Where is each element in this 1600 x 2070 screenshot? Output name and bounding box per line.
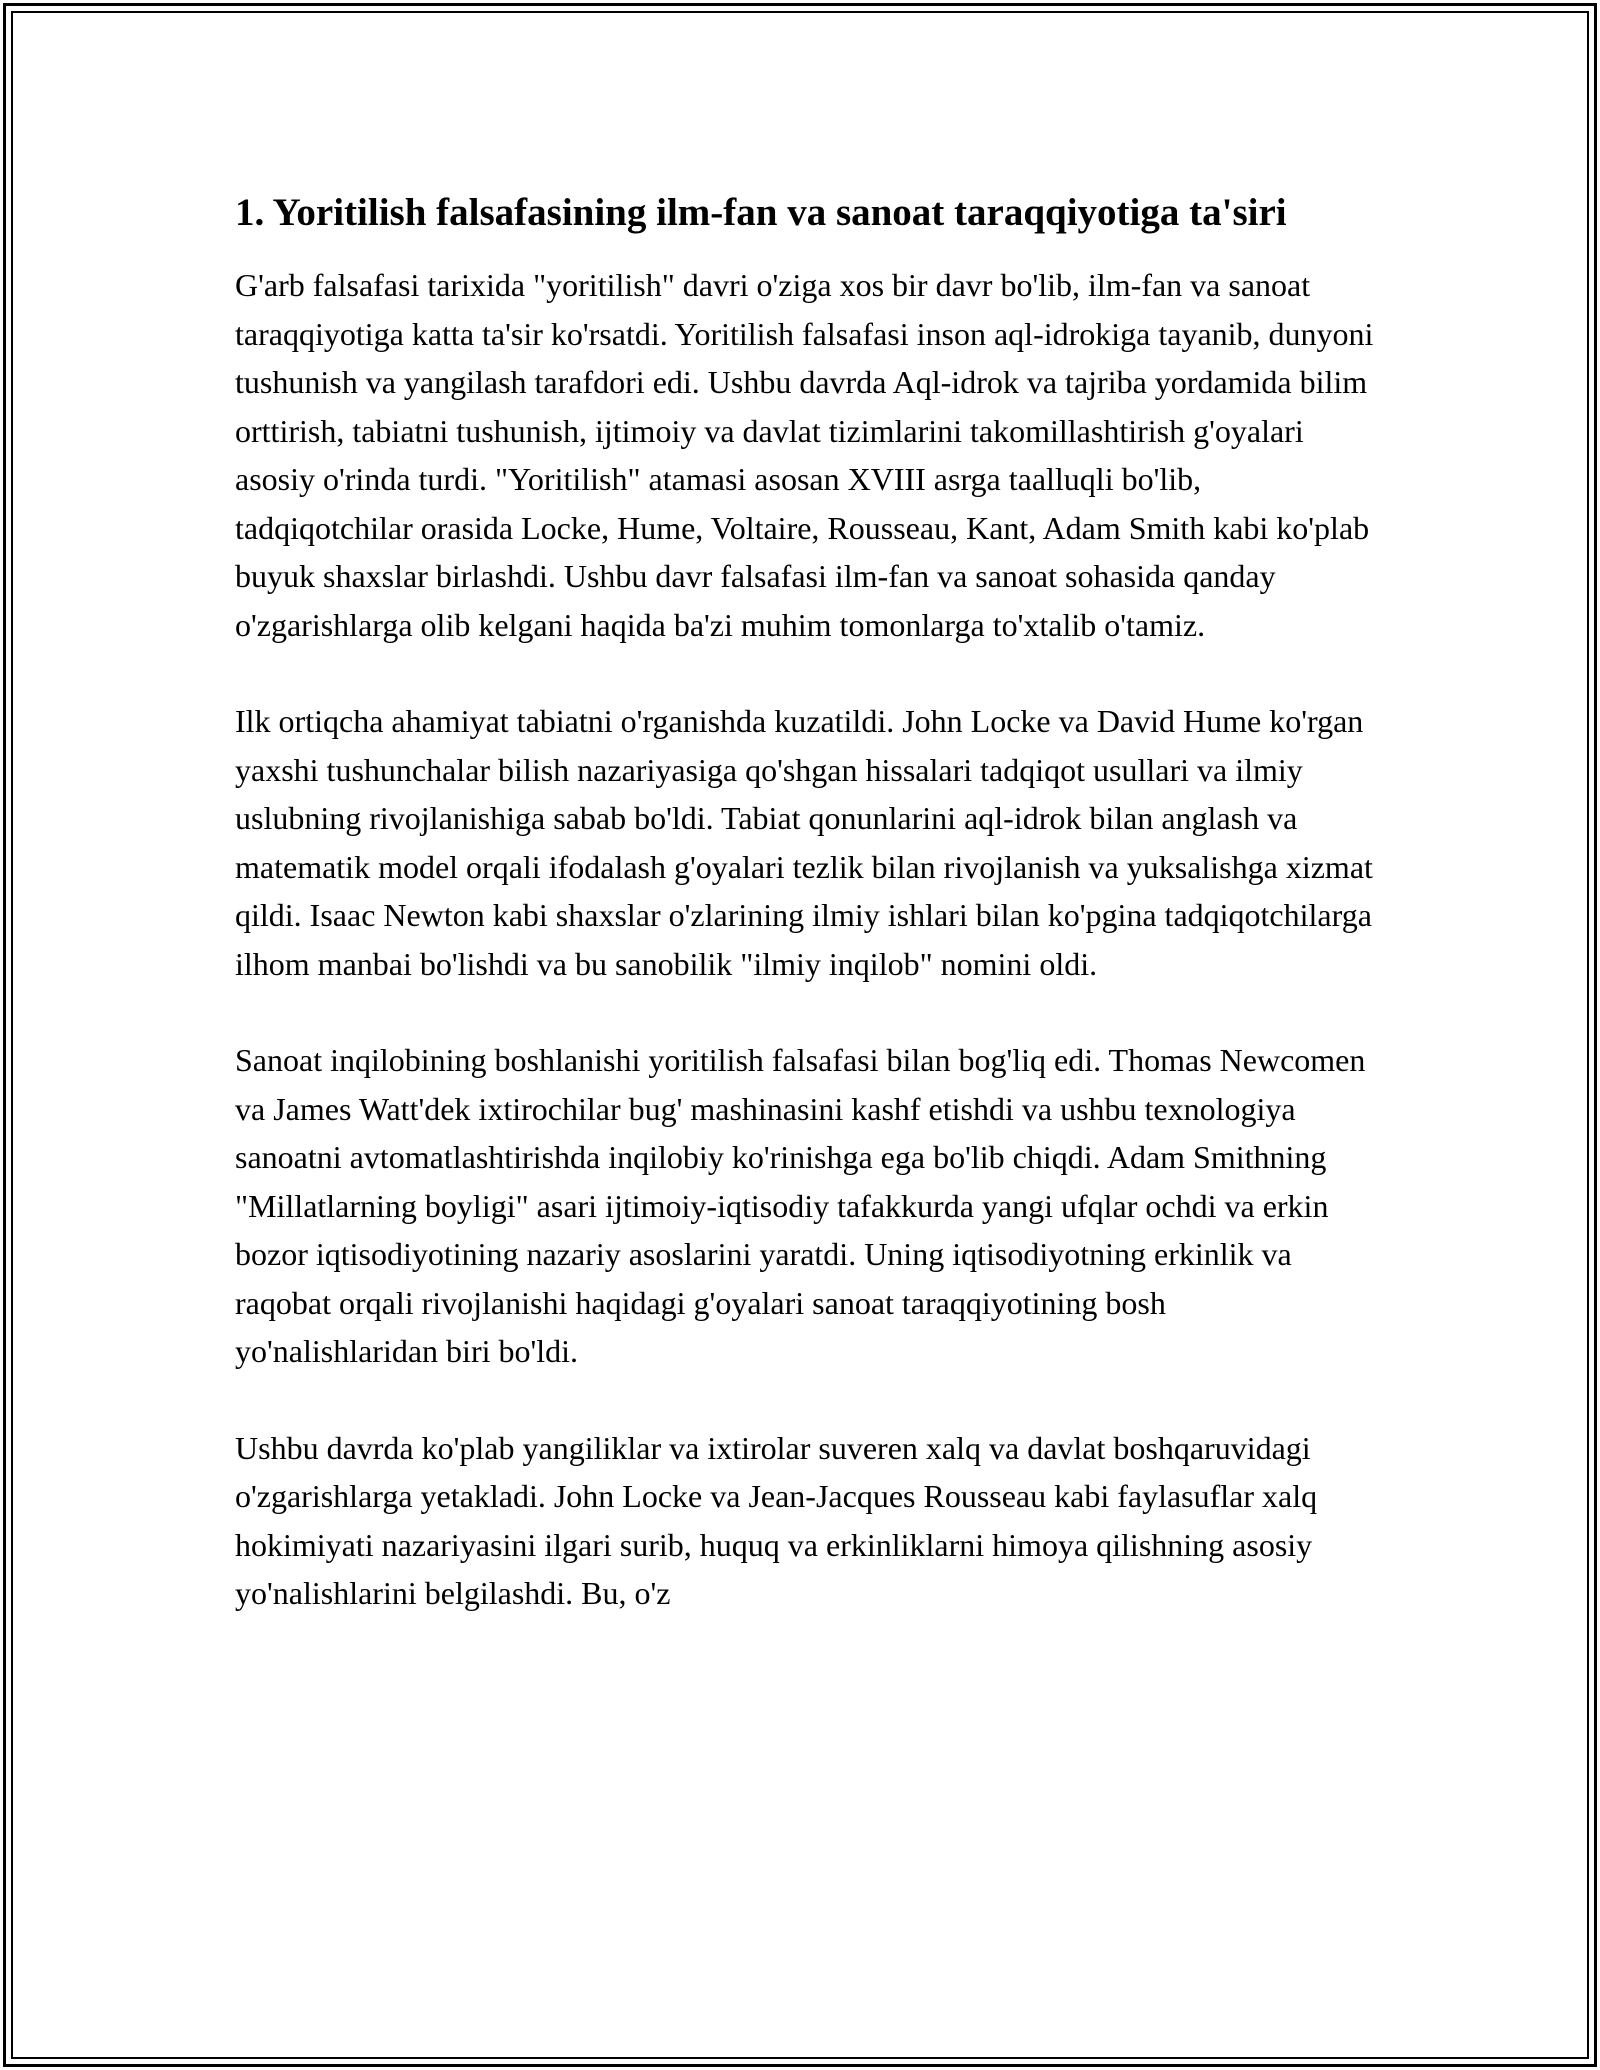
paragraph-3: Sanoat inqilobining boshlanishi yoritilish falsafasi bilan bog'liq edi. Thomas Newcomen va James Watt'dek ixtirochilar bug' mashinasini kashf etishdi va ushbu texnologiya sanoatni avtomatlashtirishda inqilobiy ko'rinishga ega bo'lib chiqdi. Adam Smithning "Millatlarning boyligi" asari ijtimoiy-iqtisodiy tafakkurda yangi ufqlar ochdi va erkin bozor iqtisodiyotining nazariy asoslarini yaratdi. Uning iqtisodiyotning erkinlik va raqobat orqali rivojlanishi haqidagi g'oyalari sanoat taraqqiyotining bosh yo'nalishlaridan biri bo'ldi. [235,1042,1366,1369]
paragraph-1: G'arb falsafasi tarixida "yoritilish" davri o'ziga xos bir davr bo'lib, ilm-fan va sanoat taraqqiyotiga katta ta'sir ko'rsatdi. Yoritilish falsafasi inson aql-idrokiga tayanib, dunyoni tushunish va yangilash tarafdori edi. Ushbu davrda Aql-idrok va tajriba yordamida bilim orttirish, tabiatni tushunish, ijtimoiy va davlat tizimlarini takomillashtirish g'oyalari asosiy o'rinda turdi. "Yoritilish" atamasi asosan XVIII asrga taalluqli bo'lib, tadqiqotchilar orasida Locke, Hume, Voltaire, Rousseau, Kant, Adam Smith kabi ko'plab buyuk shaxslar birlashdi. Ushbu davr falsafasi ilm-fan va sanoat sohasida qanday o'zgarishlarga olib kelgani haqida ba'zi muhim tomonlarga to'xtalib o'tamiz. [235,267,1374,643]
section-heading: 1. Yoritilish falsafasining ilm-fan va sanoat taraqqiyotiga ta'siri [235,191,1287,234]
paragraph-4: Ushbu davrda ko'plab yangiliklar va ixtirolar suveren xalq va davlat boshqaruvidagi o'zgarishlarga yetakladi. John Locke va Jean-Jacques Rousseau kabi faylasuflar xalq hokimiyati nazariyasini ilgari surib, huquq va erkinliklarni himoya qilishning asosiy yo'nalishlarini belgilashdi. Bu, o'z [235,1429,1318,1611]
paragraph-2: Ilk ortiqcha ahamiyat tabiatni o'rganishda kuzatildi. John Locke va David Hume ko'rgan yaxshi tushunchalar bilish nazariyasiga qo'shgan hissalari tadqiqot usullari va ilmiy uslubning rivojlanishiga sabab bo'ldi. Tabiat qonunlarini aql-idrok bilan anglash va matematik model orqali ifodalash g'oyalari tezlik bilan rivojlanish va yuksalishga xizmat qildi. Isaac Newton kabi shaxslar o'zlarining ilmiy ishlari bilan ko'pgina tadqiqotchilarga ilhom manbai bo'lishdi va bu sanobilik "ilmiy inqilob" nomini oldi. [235,703,1373,982]
document-body [235,185,1375,1666]
